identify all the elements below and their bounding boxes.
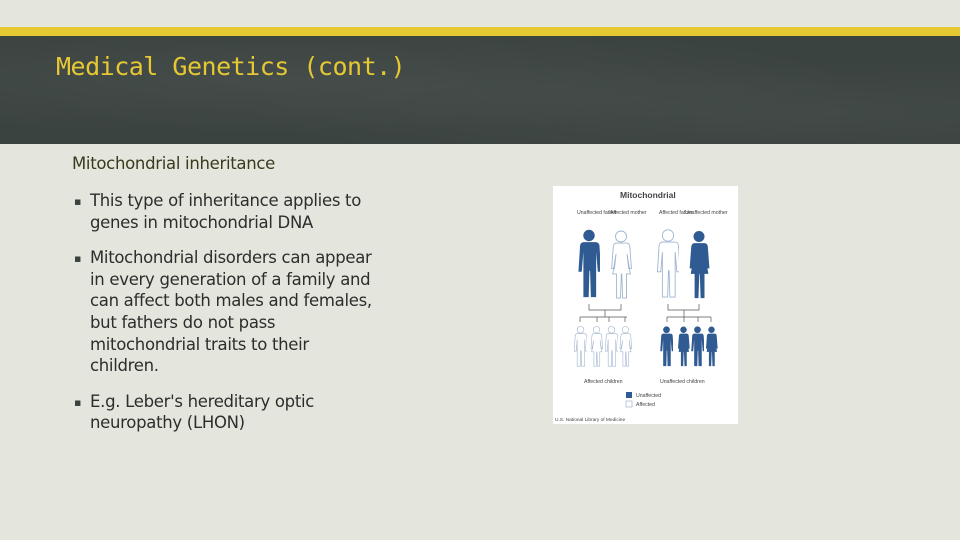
pedigree-diagram: [553, 186, 738, 424]
bullet-item: [74, 391, 374, 434]
figure-title: Mitochondrial: [620, 190, 676, 200]
child-figure: [591, 327, 603, 367]
child-figure: [678, 327, 690, 367]
legend-label: Affected: [636, 402, 655, 408]
affected-father-figure: [657, 230, 680, 297]
square-bullet-icon: ▪: [74, 252, 82, 266]
child-figure: [706, 327, 718, 367]
bullet-item: [74, 247, 374, 377]
bullet-list: [74, 190, 374, 448]
legend-swatch-affected: [626, 401, 632, 407]
child-figure: [574, 326, 587, 366]
parent-label: Affected father: [659, 210, 693, 216]
bullet-text: Mitochondrial disorders can appear in every generation of a family and can affect both males and females, but fathers do not pass mitochondrial traits to their children.: [90, 248, 372, 376]
figure-credit: U.S. National Library of Medicine: [555, 418, 626, 423]
child-figure: [691, 326, 704, 366]
mitochondrial-inheritance-figure: [553, 186, 738, 424]
child-figure: [620, 327, 632, 367]
bullet-item: [74, 190, 374, 233]
unaffected-mother-figure: [690, 231, 710, 298]
legend-swatch-unaffected: [626, 392, 632, 398]
children-label: Affected children: [584, 379, 623, 385]
child-figure: [605, 326, 618, 366]
parent-label: Unaffected father: [577, 210, 617, 216]
children-label: Unaffected children: [660, 379, 705, 385]
parent-label: Affected mother: [610, 210, 647, 216]
child-figure: [660, 326, 673, 366]
slide-title: Medical Genetics (cont.): [56, 52, 406, 81]
affected-mother-figure: [612, 231, 632, 298]
bullet-text: This type of inheritance applies to genes in mitochondrial DNA: [90, 191, 362, 232]
accent-stripe: [0, 27, 960, 36]
bullet-text: E.g. Leber's hereditary optic neuropathy (LHON): [90, 391, 315, 433]
square-bullet-icon: ▪: [74, 195, 82, 208]
square-bullet-icon: ▪: [74, 395, 82, 409]
unaffected-father-figure: [578, 230, 601, 297]
legend-label: Unaffected: [636, 393, 661, 399]
parent-label: Unaffected mother: [685, 210, 728, 216]
pedigree-lines: [580, 304, 711, 322]
section-subheading: Mitochondrial inheritance: [72, 154, 276, 173]
